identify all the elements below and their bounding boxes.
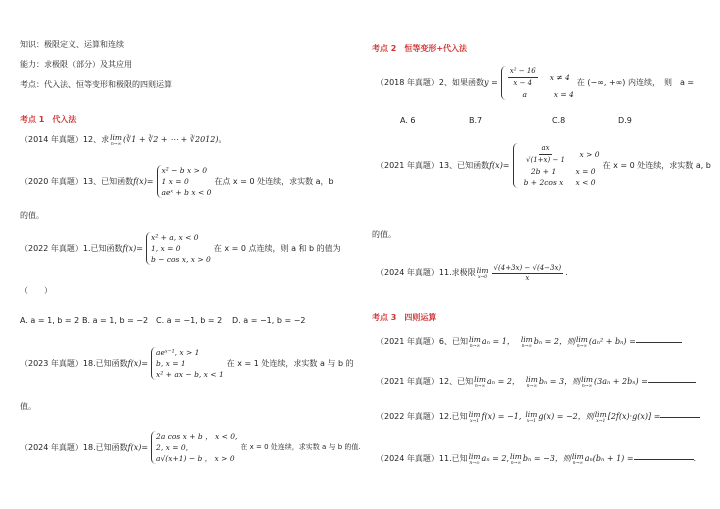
- option-d[interactable]: D. a = −1, b = −2: [232, 316, 306, 325]
- limit-symbol: lim n→∞: [525, 375, 538, 390]
- case-3: x² + ax − b, x < 1: [156, 370, 224, 379]
- fraction: $\frac{\text{x² − 16}}{x - 4}$: [509, 67, 536, 87]
- function-name: f(x)=: [133, 176, 154, 186]
- case-3: aeˣ + b x < 0: [161, 188, 212, 197]
- piecewise-brace: [146, 232, 211, 265]
- piecewise-brace: [157, 165, 212, 198]
- question-2014-suffix: 。: [218, 135, 227, 145]
- piecewise-brace: [151, 431, 237, 464]
- case-1: x² − b x > 0: [161, 166, 208, 175]
- intro-knowledge: 知识：极限定义、运算和连续: [20, 40, 124, 49]
- question-2022-suffix: 在 x = 0 点连续，则 a 和 b 的值为: [213, 243, 341, 253]
- fraction: $\frac{ax}{√(1+x) - 1}$: [526, 144, 565, 164]
- question-2023-tail: 值。: [20, 402, 36, 411]
- section-heading-3: 考点 3 四则运算: [372, 313, 437, 322]
- case-1: 2a cos x + b ， x < 0,: [156, 432, 238, 441]
- question-2020-tail: 的值。: [20, 211, 44, 220]
- fraction: $\frac{√(4+3x) - √(4-3x)}{x}$: [493, 264, 562, 282]
- case-2: b, x = 1: [156, 359, 186, 368]
- question-2021-13-tail: 的值。: [372, 230, 396, 239]
- question-2014-expression: (∛1 + ∛2 + ⋯ + ∛2012): [123, 135, 219, 145]
- option-a[interactable]: A. a = 1, b = 2: [20, 316, 80, 325]
- case-1: x² + a, x < 0: [150, 233, 199, 242]
- question-2021-13-prefix: （2021 年真题）13、已知函数: [376, 160, 490, 170]
- question-2022-prefix: （2022 年真题）1.已知函数: [20, 243, 123, 253]
- question-2018: [376, 66, 694, 100]
- intro-points: 考点：代入法、恒等变形和极限的四则运算: [20, 80, 172, 89]
- question-2023-prefix: （2023 年真题）18.已知函数: [20, 358, 128, 368]
- option-c[interactable]: C.8: [552, 116, 566, 125]
- question-2023-suffix: 在 x = 1 处连续，求实数 a 与 b 的: [226, 358, 354, 368]
- answer-blank[interactable]: [636, 342, 682, 343]
- question-2024-suffix: 在 x = 0 处连续，求实数 a 与 b 的值.: [240, 443, 361, 452]
- limit-symbol: lim n→∞: [571, 452, 584, 467]
- option-c[interactable]: C. a = −1, b = 2: [156, 316, 223, 325]
- limit-symbol: lim n→∞: [110, 133, 123, 148]
- question-2021-13: [376, 143, 711, 188]
- question-2021-12: （2021 年真题）12、已知 lim n→∞ aₙ = 2， lim n→∞ bₙ = 3，则 lim n→∞ (3aₙ + 2bₙ) =: [376, 375, 696, 389]
- intro-ability: 能力：求极限（部分）及其应用: [20, 60, 132, 69]
- piecewise-brace: $\frac{ax}{√(1+x) - 1}$ x > 0 2b + 1 x = 0 b + 2cos x x < 0: [513, 143, 600, 188]
- question-2020-prefix: （2020 年真题）13、已知函数: [20, 176, 134, 186]
- option-b[interactable]: B. a = 1, b = −2: [82, 316, 149, 325]
- question-2021-13-suffix: 在 x = 0 处连续，求实数 a, b: [602, 160, 711, 170]
- limit-symbol: lim n→∞: [474, 375, 487, 390]
- question-2023: [20, 347, 354, 380]
- function-name: f(x)=: [489, 160, 510, 170]
- answer-paren: （ ）: [20, 286, 52, 295]
- option-b[interactable]: B.7: [469, 116, 483, 125]
- function-name: f(x)=: [127, 358, 149, 368]
- limit-symbol: lim x→1: [468, 410, 481, 425]
- case-3: b − cos x, x > 0: [150, 255, 211, 264]
- function-name: y =: [484, 78, 498, 87]
- function-name: f(x)=: [122, 243, 143, 253]
- question-2022-12: （2022 年真题）12.已知 lim x→1 f(x) = −1, lim x→1 g(x) = −2，则 lim x→1 [2f(x)·g(x)] =: [376, 410, 700, 424]
- section-heading-2: 考点 2 恒等变形+代入法: [372, 44, 468, 53]
- question-2020: [20, 165, 334, 198]
- question-2024-11: （2024 年真题）11.求极限 lim x→0 $\frac{√(4+3x) - √(4-3x)}{x}$ .: [376, 264, 568, 282]
- question-2024-11-prefix: （2024 年真题）11.求极限: [376, 268, 476, 278]
- limit-symbol: lim x→1: [525, 410, 538, 425]
- piecewise-brace: $\frac{\text{x² − 16}}{x - 4}$ x ≠ 4 a x = 4: [501, 66, 574, 100]
- question-2024: [20, 431, 361, 464]
- question-2018-suffix: 在 (−∞, +∞) 内连续， 则 a =: [576, 78, 695, 87]
- answer-blank[interactable]: [660, 417, 700, 418]
- case-2: 2, x = 0,: [156, 443, 189, 452]
- question-2024-prefix: （2024 年真题）18.已知函数: [20, 442, 128, 452]
- limit-symbol: lim n→∞: [575, 335, 588, 350]
- question-2014-prefix: （2014 年真题）12、求: [20, 135, 110, 145]
- section-heading-1: 考点 1 代入法: [20, 115, 77, 124]
- limit-symbol: lim n→∞: [469, 335, 481, 350]
- limit-symbol: lim x→0: [476, 266, 489, 281]
- limit-symbol: lim n→∞: [581, 375, 593, 390]
- question-2014: [20, 133, 226, 147]
- answer-blank[interactable]: [648, 382, 696, 383]
- limit-symbol: lim n→∞: [468, 452, 481, 467]
- limit-symbol: lim x→1: [594, 410, 607, 425]
- case-1: aeˣ⁻¹, x > 1: [156, 348, 200, 357]
- question-2020-suffix: 在点 x = 0 处连续，求实数 a，b: [214, 176, 334, 186]
- option-a[interactable]: A. 6: [400, 116, 416, 125]
- piecewise-brace: [151, 347, 224, 380]
- answer-blank[interactable]: [634, 459, 694, 460]
- case-3: a√(x+1) − b ， x > 0: [156, 454, 235, 463]
- question-2022: [20, 232, 341, 265]
- function-name: f(x)=: [127, 442, 149, 452]
- case-2: 1 x = 0: [161, 177, 189, 186]
- case-2: 1, x = 0: [150, 244, 181, 253]
- option-d[interactable]: D.9: [618, 116, 632, 125]
- limit-symbol: lim n→∞: [520, 335, 533, 350]
- limit-symbol: lim n→∞: [509, 452, 522, 467]
- question-2018-prefix: （2018 年真题）2、如果函数: [376, 78, 484, 87]
- question-2024-11b: （2024 年真题）11.已知 lim n→∞ aₙ = 2, lim n→∞ bₙ = −3，则 lim n→∞ aₙ(bₙ + 1) = .: [376, 452, 697, 467]
- question-2021-6: （2021 年真题）6、已知 lim n→∞ aₙ = 1， lim n→∞ bₙ = 2，则 lim n→∞ (aₙ² + bₙ) =: [376, 335, 682, 349]
